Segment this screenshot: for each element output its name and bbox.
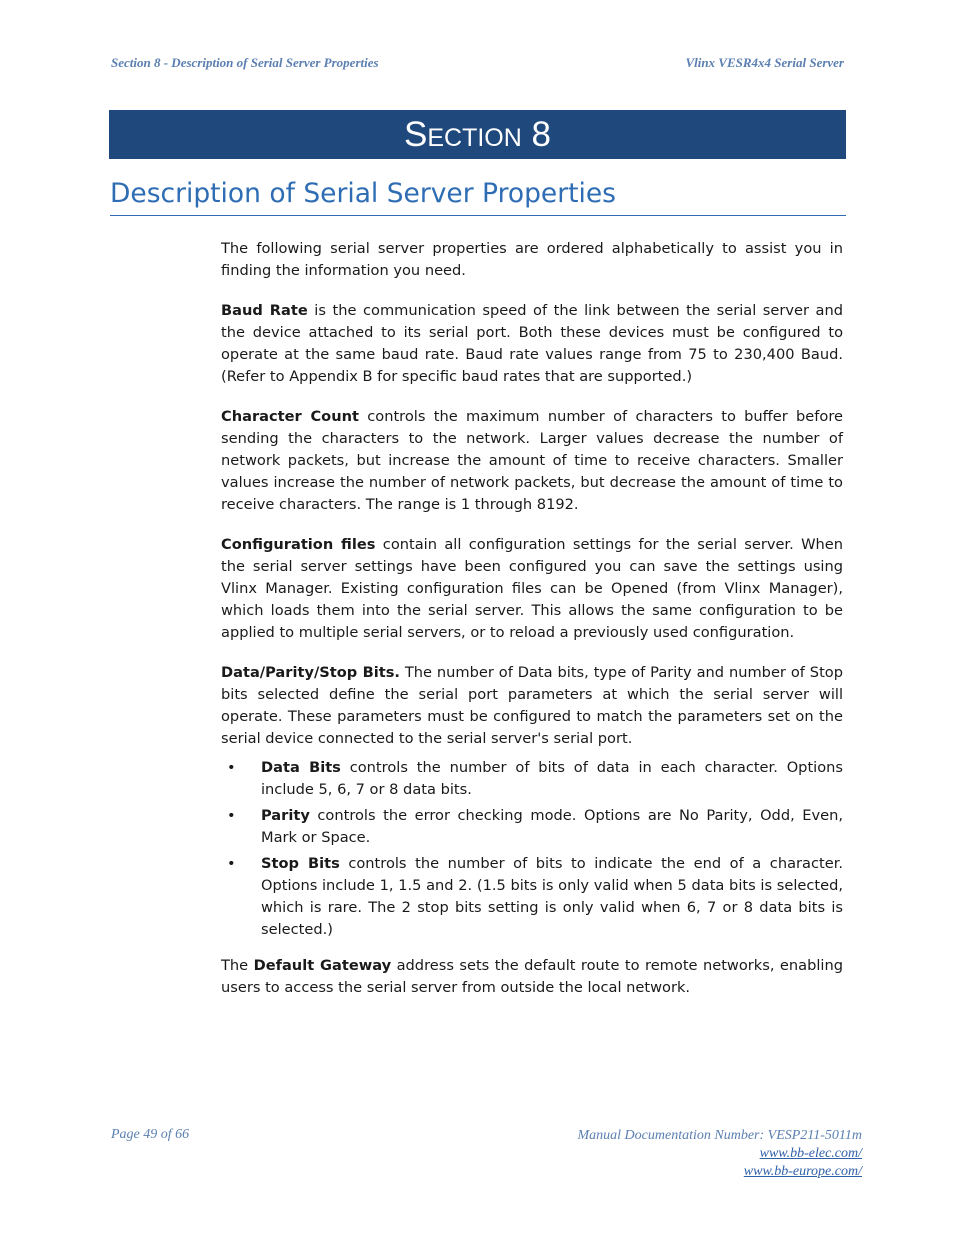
- data-parity-stop-paragraph: [221, 662, 843, 750]
- data-parity-stop-text: The number of Data bits, type of Parity and number of Stop bits selected define the serial port parameters at which the serial server will operate. These parameters must be configured to match the parameters set on the serial device connected to the serial server's serial port.: [221, 664, 843, 747]
- configuration-files-text: contain all configuration settings for the serial server. When the serial server settings have been configured you can save the settings using Vlinx Manager. Existing configuration files can be Opened (from Vlinx Manager), which loads them into the serial server. This allows the same configuration to be applied to multiple serial servers, or to reload a previously used configuration.: [221, 536, 844, 641]
- default-gateway-prefix: The: [221, 957, 254, 974]
- section-first-letter: S: [403, 115, 428, 154]
- section-number: 8: [531, 115, 551, 154]
- section-word-rest: ECTION: [427, 124, 522, 152]
- baud-rate-term: Baud Rate: [221, 302, 308, 319]
- default-gateway-term: Default Gateway: [253, 957, 392, 974]
- doc-number: Manual Documentation Number: VESP211-5011m: [577, 1128, 862, 1143]
- character-count-term: Character Count: [221, 408, 359, 425]
- running-header-section: Section 8 - Description of Serial Server Properties: [111, 55, 379, 70]
- stop-bits-text: controls the number of bits to indicate the end of a character. Options include 1, 1.5 and 2. (1.5 bits is only valid when 5 data bits is selected, which is rare. The 2 stop bits setting is only valid when 6, 7 or 8 data bits is selected.): [261, 855, 843, 938]
- configuration-files-paragraph: [221, 534, 843, 644]
- default-gateway-text: address sets the default route to remote networks, enabling users to access the serial server from outside the local network.: [221, 957, 843, 996]
- section-title-band: [109, 110, 846, 159]
- stop-bits-term: Stop Bits: [261, 855, 340, 872]
- default-gateway-paragraph: [221, 955, 843, 999]
- footer-info: [578, 1127, 863, 1181]
- page-number: Page 49 of 66: [111, 1127, 190, 1142]
- parity-text: controls the error checking mode. Options are No Parity, Odd, Even, Mark or Space.: [261, 807, 843, 846]
- page-heading: Description of Serial Server Properties: [110, 178, 846, 216]
- baud-rate-paragraph: [221, 300, 843, 388]
- bullet-icon: •: [227, 807, 236, 824]
- parity-term: Parity: [261, 807, 310, 824]
- running-header-product: Vlinx VESR4x4 Serial Server: [685, 55, 844, 70]
- configuration-files-term: Configuration files: [221, 536, 376, 553]
- data-bits-text: controls the number of bits of data in each character. Options include 5, 6, 7 or 8 data bits.: [261, 759, 844, 798]
- bullet-icon: •: [227, 855, 236, 872]
- list-item-parity: [221, 805, 843, 849]
- data-bits-term: Data Bits: [261, 759, 341, 776]
- character-count-text: controls the maximum number of characters to buffer before sending the characters to the network. Larger values decrease the number of network packets, but increase the amount of time to receive characters. Smaller values increase the number of network packets, but decrease the amount of time to receive characters. The range is 1 through 8192.: [221, 408, 843, 513]
- link-bb-elec[interactable]: www.bb-elec.com/: [759, 1146, 862, 1161]
- intro-paragraph: The following serial server properties are ordered alphabetically to assist you in finding the information you need.: [221, 240, 843, 279]
- bit-options-list: [221, 757, 843, 941]
- link-bb-europe[interactable]: www.bb-europe.com/: [743, 1164, 862, 1179]
- character-count-paragraph: [221, 406, 843, 516]
- baud-rate-text: is the communication speed of the link between the serial server and the device attached to its serial port. Both these devices must be configured to operate at the same baud rate. Baud rate values range from 75 to 230,400 Baud. (Refer to Appendix B for specific baud rates that are supported.): [221, 302, 843, 385]
- data-parity-stop-term: Data/Parity/Stop Bits.: [221, 664, 400, 681]
- body-content: [221, 238, 843, 1017]
- list-item-stop-bits: [221, 853, 843, 941]
- list-item-data-bits: [221, 757, 843, 801]
- bullet-icon: •: [227, 759, 236, 776]
